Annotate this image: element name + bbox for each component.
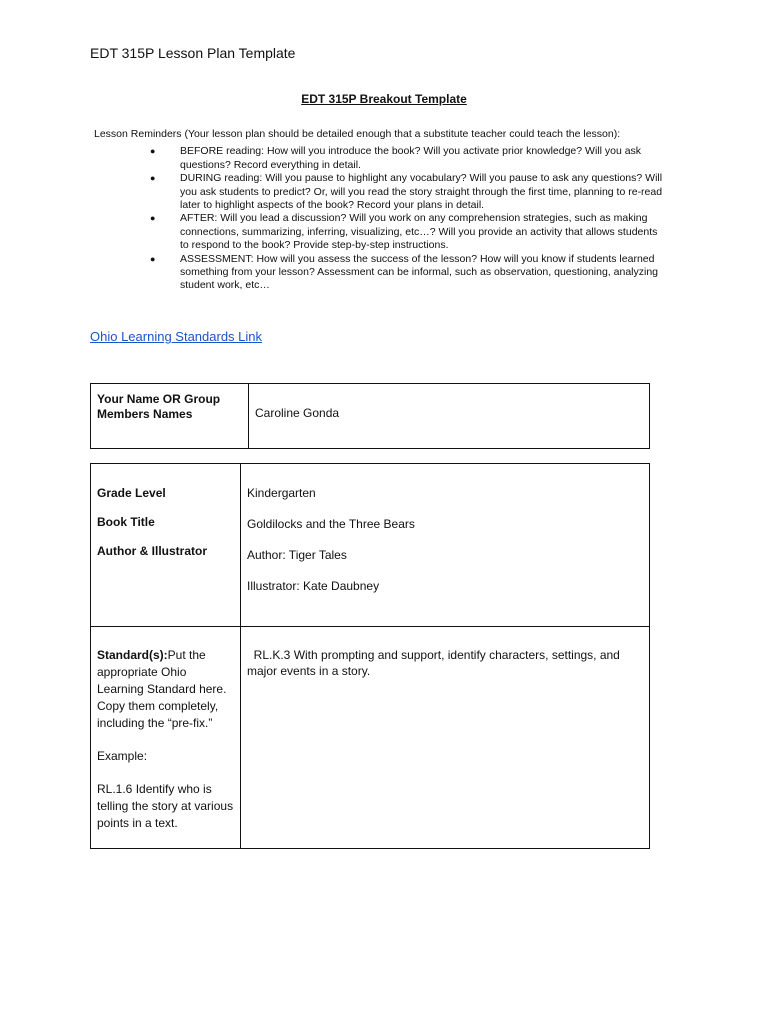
- name-value[interactable]: Caroline Gonda: [249, 384, 650, 449]
- standards-value[interactable]: RL.K.3 With prompting and support, identify characters, settings, and major events in a story.: [241, 627, 650, 849]
- table-row: [91, 627, 650, 849]
- reminder-during: [94, 172, 664, 212]
- book-title-label: Book Title: [97, 515, 155, 529]
- reminder-text: DURING reading: Will you pause to highlight any vocabulary? Will you pause to ask any questions? Will you ask students to predict? Or, will you read the story straight through the first time, planning to re-read later to highlight aspects of the book? Record your plans in detail.: [180, 172, 663, 212]
- author-illustrator-label: Author & Illustrator: [97, 544, 207, 558]
- reminders-intro: Lesson Reminders (Your lesson plan should be detailed enough that a substitute teacher could teach the lesson):: [94, 128, 621, 140]
- bullet-icon: ●: [150, 173, 156, 184]
- bullet-icon: ●: [150, 253, 156, 264]
- book-info-labels: [91, 464, 241, 627]
- ohio-standards-link[interactable]: Ohio Learning Standards Link: [90, 329, 263, 344]
- grade-level-label: Grade Level: [97, 486, 166, 500]
- lesson-details-table: [90, 463, 650, 849]
- reminder-assessment: [94, 253, 664, 293]
- bullet-icon: ●: [150, 146, 156, 157]
- book-info-values[interactable]: [241, 464, 650, 627]
- reminder-text: ASSESSMENT: How will you assess the success of the lesson? How will you know if students learned something from your lesson? Assessment can be informal, such as observation, questioning, analyzing student work, etc…: [180, 252, 659, 292]
- grade-level-value: Kindergarten: [247, 486, 316, 500]
- standards-instruction-text: Put the appropriate Ohio Learning Standard here. Copy them completely, including the “pre-fix.”: [97, 648, 227, 730]
- name-table: [90, 383, 650, 449]
- reminder-text: BEFORE reading: How will you introduce the book? Will you activate prior knowledge? Will you ask questions? Record everything in detail.: [180, 145, 642, 171]
- table-row: [91, 384, 650, 449]
- standards-label: Standard(s):: [97, 648, 168, 662]
- standards-instructions: [97, 647, 234, 732]
- reminder-after: [94, 212, 664, 252]
- illustrator-value: Illustrator: Kate Daubney: [247, 579, 380, 593]
- author-value: Author: Tiger Tales: [247, 548, 347, 562]
- book-title-value: Goldilocks and the Three Bears: [247, 517, 415, 531]
- reminders-list: [94, 145, 664, 292]
- document-title: EDT 315P Breakout Template: [301, 92, 467, 106]
- bullet-icon: ●: [150, 213, 156, 224]
- table-row: [91, 464, 650, 627]
- example-label: Example:: [97, 749, 148, 763]
- standards-label-cell: [91, 627, 241, 849]
- example-text: RL.1.6 Identify who is telling the story at various points in a text.: [97, 782, 234, 830]
- name-label: Your Name OR Group Members Names: [91, 384, 249, 449]
- reminder-text: AFTER: Will you lead a discussion? Will you work on any comprehension strategies, such as making connections, summarizing, inferring, visualizing, etc…? Will you provide an activity that allows students to respond to the book? Provide step-by-step instructions.: [180, 212, 658, 252]
- reminder-before: [94, 145, 664, 172]
- page-header-title: EDT 315P Lesson Plan Template: [90, 45, 296, 61]
- lesson-reminders: [94, 128, 664, 293]
